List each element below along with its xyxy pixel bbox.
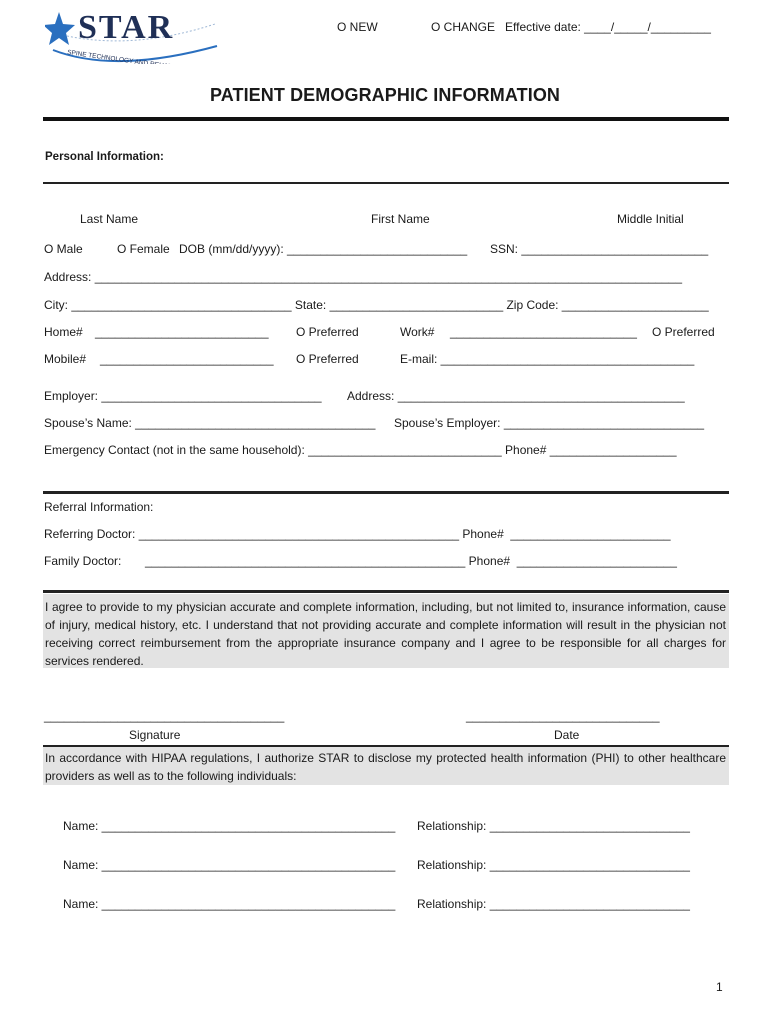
- signature-label: Signature: [129, 728, 181, 742]
- authorized-name-field[interactable]: Name: ____________________________________________: [63, 819, 396, 833]
- authorized-relationship-field[interactable]: Relationship: ______________________________: [417, 858, 690, 872]
- authorized-name-field[interactable]: Name: ____________________________________________: [63, 858, 396, 872]
- home-preferred-option[interactable]: O Preferred: [296, 325, 359, 339]
- family-doctor-label: Family Doctor:: [44, 554, 122, 568]
- home-phone-label: Home#: [44, 325, 83, 339]
- last-name-label: Last Name: [80, 212, 139, 226]
- mobile-phone-field[interactable]: __________________________: [100, 352, 274, 366]
- referral-info-label: Referral Information:: [44, 500, 154, 514]
- referring-doctor-field[interactable]: Referring Doctor: ________________________________________________ Phone# ________________________: [44, 527, 671, 541]
- page-title: PATIENT DEMOGRAPHIC INFORMATION: [209, 85, 561, 105]
- mobile-phone-label: Mobile#: [44, 352, 87, 366]
- date-line[interactable]: _____________________________: [466, 709, 660, 723]
- signature-line[interactable]: ____________________________________: [44, 709, 285, 723]
- authorized-relationship-field[interactable]: Relationship: ______________________________: [417, 897, 690, 911]
- referral-divider: [43, 491, 729, 494]
- effective-date-field[interactable]: Effective date: ____/_____/_________: [505, 20, 711, 34]
- date-label: Date: [554, 728, 580, 742]
- change-option[interactable]: O CHANGE: [431, 20, 496, 34]
- family-doctor-field[interactable]: ________________________________________________ Phone# ________________________: [145, 554, 677, 568]
- employer-address-field[interactable]: Address: ___________________________________________: [347, 389, 685, 403]
- employer-field[interactable]: Employer: _________________________________: [44, 389, 322, 403]
- logo-tagline: SPINE TECHNOLOGY AND REHABILITATION: [66, 49, 203, 64]
- middle-initial-label: Middle Initial: [617, 212, 684, 226]
- personal-info-label: Personal Information:: [45, 151, 164, 163]
- ssn-field[interactable]: SSN: ____________________________: [490, 242, 709, 256]
- dob-field[interactable]: DOB (mm/dd/yyyy): ___________________________: [179, 242, 468, 256]
- emergency-contact-field[interactable]: Emergency Contact (not in the same household): _____________________________ Phone# ___________________: [44, 443, 677, 457]
- agreement-divider: [43, 590, 729, 593]
- address-field[interactable]: Address: ________________________________________________________________________________________: [44, 270, 682, 284]
- logo-brand: STAR: [78, 9, 175, 46]
- agreement-text: I agree to provide to my physician accurate and complete information, including, but not limited to, insurance information, cause of injury, medical history, etc. I understand that not providing accurate and complete information will result in the physician not receiving correct reimbursement from the appropriate insurance company and I agree to be responsible for all charges for services rendered.: [45, 600, 726, 668]
- new-option[interactable]: O NEW: [337, 20, 378, 34]
- authorized-name-field[interactable]: Name: ____________________________________________: [63, 897, 396, 911]
- home-phone-field[interactable]: __________________________: [95, 325, 269, 339]
- city-state-zip-field[interactable]: City: _________________________________ State: __________________________ Zip Code: ______________________: [44, 298, 709, 312]
- hipaa-text: In accordance with HIPAA regulations, I authorize STAR to disclose my protected health information (PHI) to other healthcare providers as well as to the following individuals:: [45, 751, 726, 783]
- title-divider: [43, 117, 729, 121]
- work-phone-field[interactable]: ____________________________: [450, 325, 637, 339]
- email-field[interactable]: E-mail: ______________________________________: [400, 352, 695, 366]
- page-number: 1: [716, 980, 723, 994]
- first-name-label: First Name: [371, 212, 430, 226]
- star-logo-graphic: [45, 6, 225, 64]
- work-preferred-option[interactable]: O Preferred: [652, 325, 715, 339]
- spouse-name-field[interactable]: Spouse’s Name: ____________________________________: [44, 416, 376, 430]
- male-option[interactable]: O Male: [44, 242, 83, 256]
- star-logo: [45, 6, 225, 64]
- mobile-preferred-option[interactable]: O Preferred: [296, 352, 359, 366]
- star-icon: [45, 12, 75, 45]
- spouse-employer-field[interactable]: Spouse’s Employer: ______________________________: [394, 416, 705, 430]
- female-option[interactable]: O Female: [117, 242, 170, 256]
- authorized-relationship-field[interactable]: Relationship: ______________________________: [417, 819, 690, 833]
- personal-divider: [43, 182, 729, 184]
- work-phone-label: Work#: [400, 325, 435, 339]
